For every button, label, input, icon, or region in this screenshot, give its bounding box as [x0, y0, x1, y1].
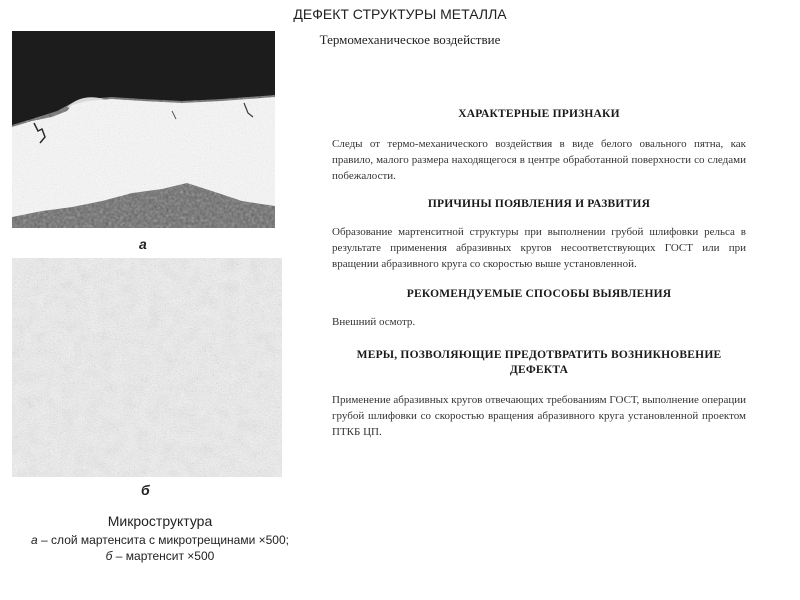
caption-letter-a: а	[31, 533, 38, 547]
micrograph-a-label: а	[139, 236, 147, 252]
caption-letter-b: б	[105, 549, 113, 563]
caption-text-a: – слой мартенсита с микротрещинами ×500;	[37, 533, 289, 547]
caption-line-b	[0, 549, 320, 563]
causes-text: Образование мартенситной структуры при выполнении грубой шлифовки рельса в результате применения абразивных кругов несоответствующих ГОСТ или при вращении абразивного круга со скоростью выше установленной.	[332, 226, 746, 270]
prevention-heading: МЕРЫ, ПОЗВОЛЯЮЩИЕ ПРЕДОТВРАТИТЬ ВОЗНИКНОВЕНИЕ ДЕФЕКТА	[356, 349, 722, 376]
caption-line-a	[0, 533, 320, 547]
caption-title: Микроструктура	[107, 513, 213, 529]
detection-heading: РЕКОМЕНДУЕМЫЕ СПОСОБЫ ВЫЯВЛЕНИЯ	[406, 288, 672, 300]
defect-description	[332, 100, 746, 440]
detection-text: Внешний осмотр.	[332, 316, 416, 328]
page-subtitle: Термомеханическое воздействие	[319, 32, 501, 47]
micrograph-a	[12, 31, 275, 228]
caption-text-b: – мартенсит ×500	[112, 549, 215, 563]
micrograph-b	[12, 258, 282, 477]
signs-heading: ХАРАКТЕРНЫЕ ПРИЗНАКИ	[458, 108, 620, 120]
prevention-text: Применение абразивных кругов отвечающих требованиям ГОСТ, выполнение операции грубой шлифовки со скоростью вращения абразивного круга установленной проектом ПТКБ ЦП.	[332, 394, 746, 438]
causes-heading: ПРИЧИНЫ ПОЯВЛЕНИЯ И РАЗВИТИЯ	[427, 198, 651, 210]
signs-text: Следы от термо-механического воздействия в виде белого овального пятна, как правило, малого размера находящегося в центре обработанной поверхности со следами побежалости.	[332, 138, 746, 182]
micrograph-b-label: б	[141, 482, 150, 498]
page-title: ДЕФЕКТ СТРУКТУРЫ МЕТАЛЛА	[293, 6, 507, 22]
